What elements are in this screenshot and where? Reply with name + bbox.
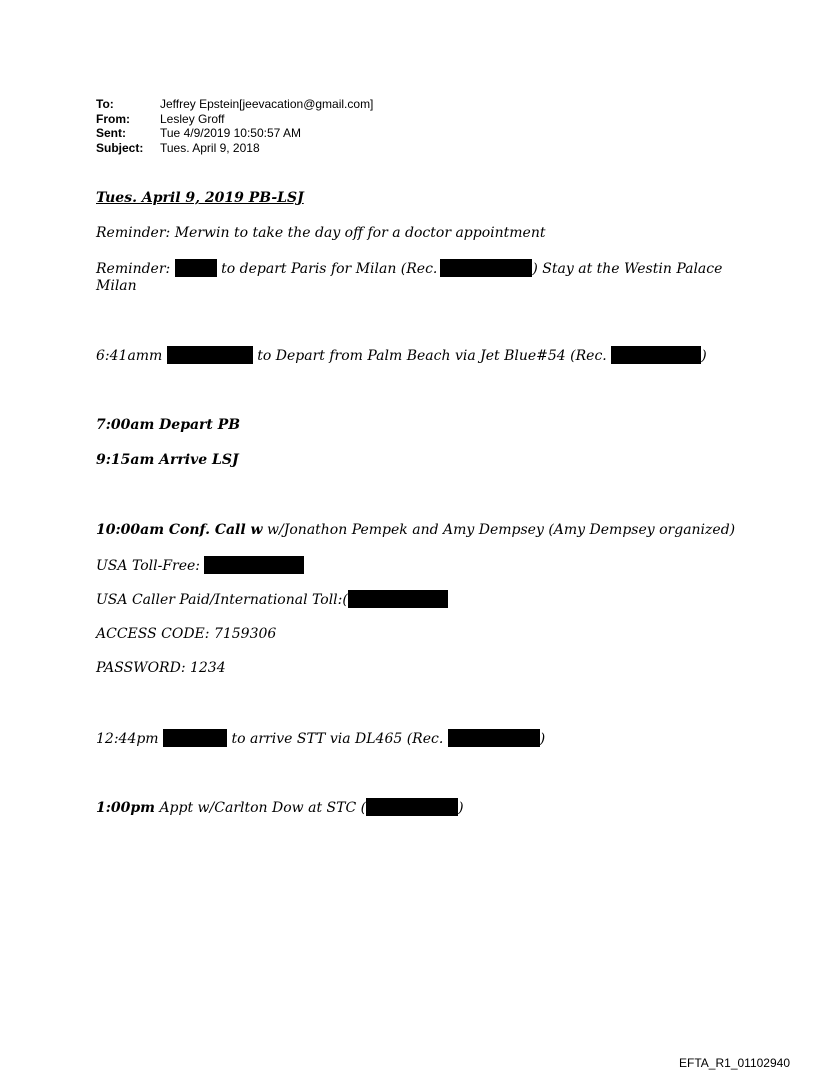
sent-row <box>96 126 373 141</box>
subject-row <box>96 141 373 156</box>
sent-label: Sent: <box>96 126 126 140</box>
reminder2-suffix: ) Stay at the Westin Palace <box>532 261 723 277</box>
flight-palm-beach <box>96 346 707 365</box>
flight2-close: ) <box>539 731 546 747</box>
from-row <box>96 112 373 127</box>
access-code: ACCESS CODE: 7159306 <box>96 626 277 642</box>
redaction-block <box>448 729 540 747</box>
from-value: Lesley Groff <box>160 111 225 126</box>
redaction-block <box>204 556 304 574</box>
redaction-block <box>366 798 458 816</box>
reminder-paris-milan <box>96 259 722 278</box>
reminder2-mid: to depart Paris for Milan (Rec. <box>221 261 438 277</box>
international-toll-label: USA Caller Paid/International Toll:( <box>96 592 348 608</box>
password: PASSWORD: 1234 <box>96 660 226 676</box>
conf-call-details: w/Jonathon Pempek and Amy Dempsey (Amy Dempsey organized) <box>262 522 736 538</box>
schedule-heading: Tues. April 9, 2019 PB-LSJ <box>96 190 304 206</box>
appointment <box>96 798 464 817</box>
flight1-text: to Depart from Palm Beach via Jet Blue#54 (Rec. <box>257 348 607 364</box>
arrive-lsj: 9:15am Arrive LSJ <box>96 452 239 468</box>
redaction-block <box>611 346 701 364</box>
flight-stt <box>96 729 545 748</box>
appointment-close: ) <box>458 800 464 816</box>
toll-free-label: USA Toll-Free: <box>96 558 201 574</box>
flight1-time: 6:41amm <box>96 348 163 364</box>
redaction-block <box>440 259 532 277</box>
sent-value: Tue 4/9/2019 10:50:57 AM <box>160 126 301 140</box>
redaction-block <box>175 259 217 277</box>
redaction-block <box>348 590 448 608</box>
depart-pb: 7:00am Depart PB <box>96 417 241 433</box>
reminder2-prefix: Reminder: <box>96 261 171 277</box>
from-label: From: <box>96 111 130 126</box>
toll-free-line <box>96 556 304 575</box>
reminder2-continuation: Milan <box>96 278 137 294</box>
to-row <box>96 97 373 112</box>
reminder-merwin: Reminder: Merwin to take the day off for a doctor appointment <box>96 225 546 241</box>
to-label: To: <box>96 97 114 111</box>
flight1-close: ) <box>701 348 707 364</box>
conf-call <box>96 521 735 539</box>
flight2-time: 12:44pm <box>96 731 159 747</box>
subject-label: Subject: <box>96 140 144 155</box>
appointment-details: Appt w/Carlton Dow at STC ( <box>155 800 367 816</box>
international-toll-line <box>96 590 448 609</box>
bates-number: EFTA_R1_01102940 <box>679 1056 790 1070</box>
subject-value: Tues. April 9, 2018 <box>160 140 260 155</box>
to-value: Jeffrey Epstein[jeevacation@gmail.com] <box>160 97 374 111</box>
redaction-block <box>163 729 227 747</box>
appointment-time: 1:00pm <box>96 800 155 816</box>
email-header <box>96 97 373 155</box>
redaction-block <box>167 346 253 364</box>
conf-call-time: 10:00am Conf. Call w <box>96 522 263 538</box>
flight2-text: to arrive STT via DL465 (Rec. <box>231 731 444 747</box>
